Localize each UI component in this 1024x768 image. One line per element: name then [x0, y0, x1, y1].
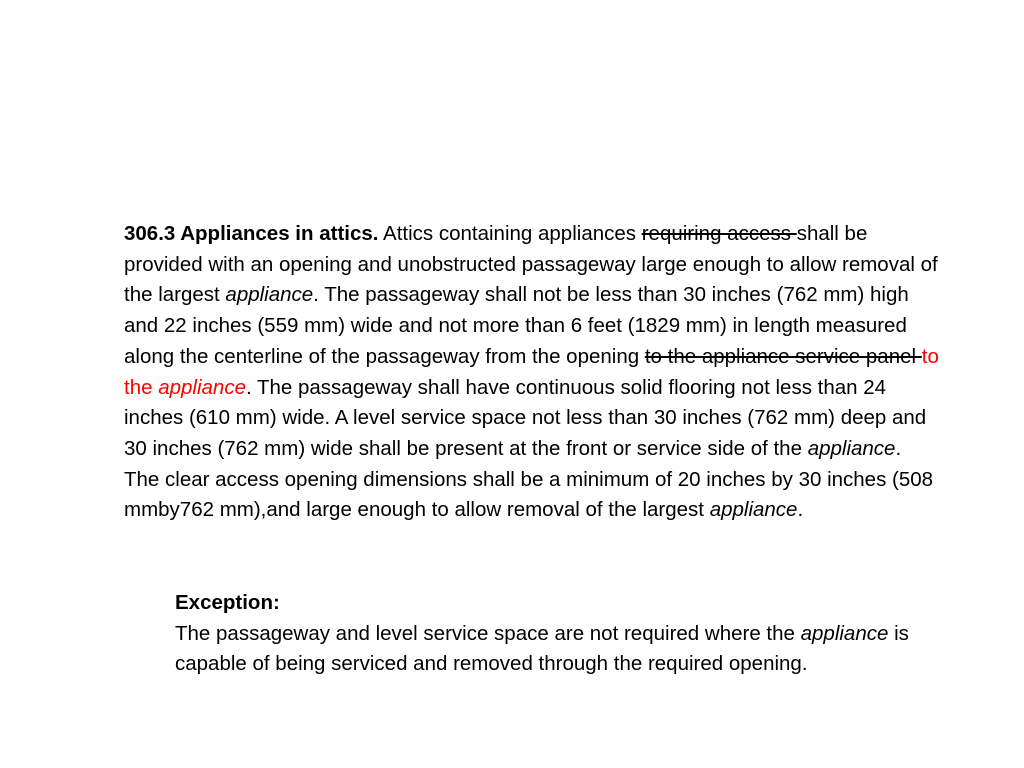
- section-306-3-paragraph: [124, 219, 939, 526]
- text-run: . The passageway shall have continuous solid flooring not less than 24 inches (610 mm) wide. A level service space not less than 30 inches (762 mm) deep and 30 inches (762 mm) wide shall be present at the front or service side of the: [124, 375, 927, 460]
- defined-term: appliance: [800, 621, 889, 645]
- exception-title: Exception:: [175, 591, 280, 614]
- exception-block: [175, 588, 915, 680]
- defined-term: appliance: [225, 283, 314, 307]
- defined-term: appliance: [807, 436, 896, 460]
- inserted-text: to the: [124, 344, 939, 399]
- deleted-text: requiring access: [641, 222, 797, 245]
- text-run: Attics containing appliances: [378, 222, 642, 245]
- section-heading: 306.3 Appliances in attics.: [124, 222, 379, 245]
- text-run: .: [797, 498, 804, 522]
- text-run: The passageway and level service space are not required where the: [175, 621, 801, 645]
- inserted-defined-term: appliance: [158, 375, 246, 399]
- defined-term: appliance: [709, 498, 798, 522]
- text-run: . The passageway shall not be less than 30 inches (762 mm) high and 22 inches (559 mm) wide and not more than 6 feet (1829 mm) in length measured along the centerline of the passageway from the opening: [124, 283, 909, 368]
- text-run: shall be provided with an opening and unobstructed passageway large enough to allow removal of the largest: [124, 222, 938, 307]
- exception-text: [175, 622, 909, 676]
- text-run: . The clear access opening dimensions shall be a minimum of 20 inches by 30 inches (508 mmby762 mm),and large enough to allow removal of the largest: [124, 436, 934, 522]
- deleted-text: to the appliance service panel: [644, 344, 922, 368]
- text-run: is capable of being serviced and removed through the required opening.: [175, 621, 909, 676]
